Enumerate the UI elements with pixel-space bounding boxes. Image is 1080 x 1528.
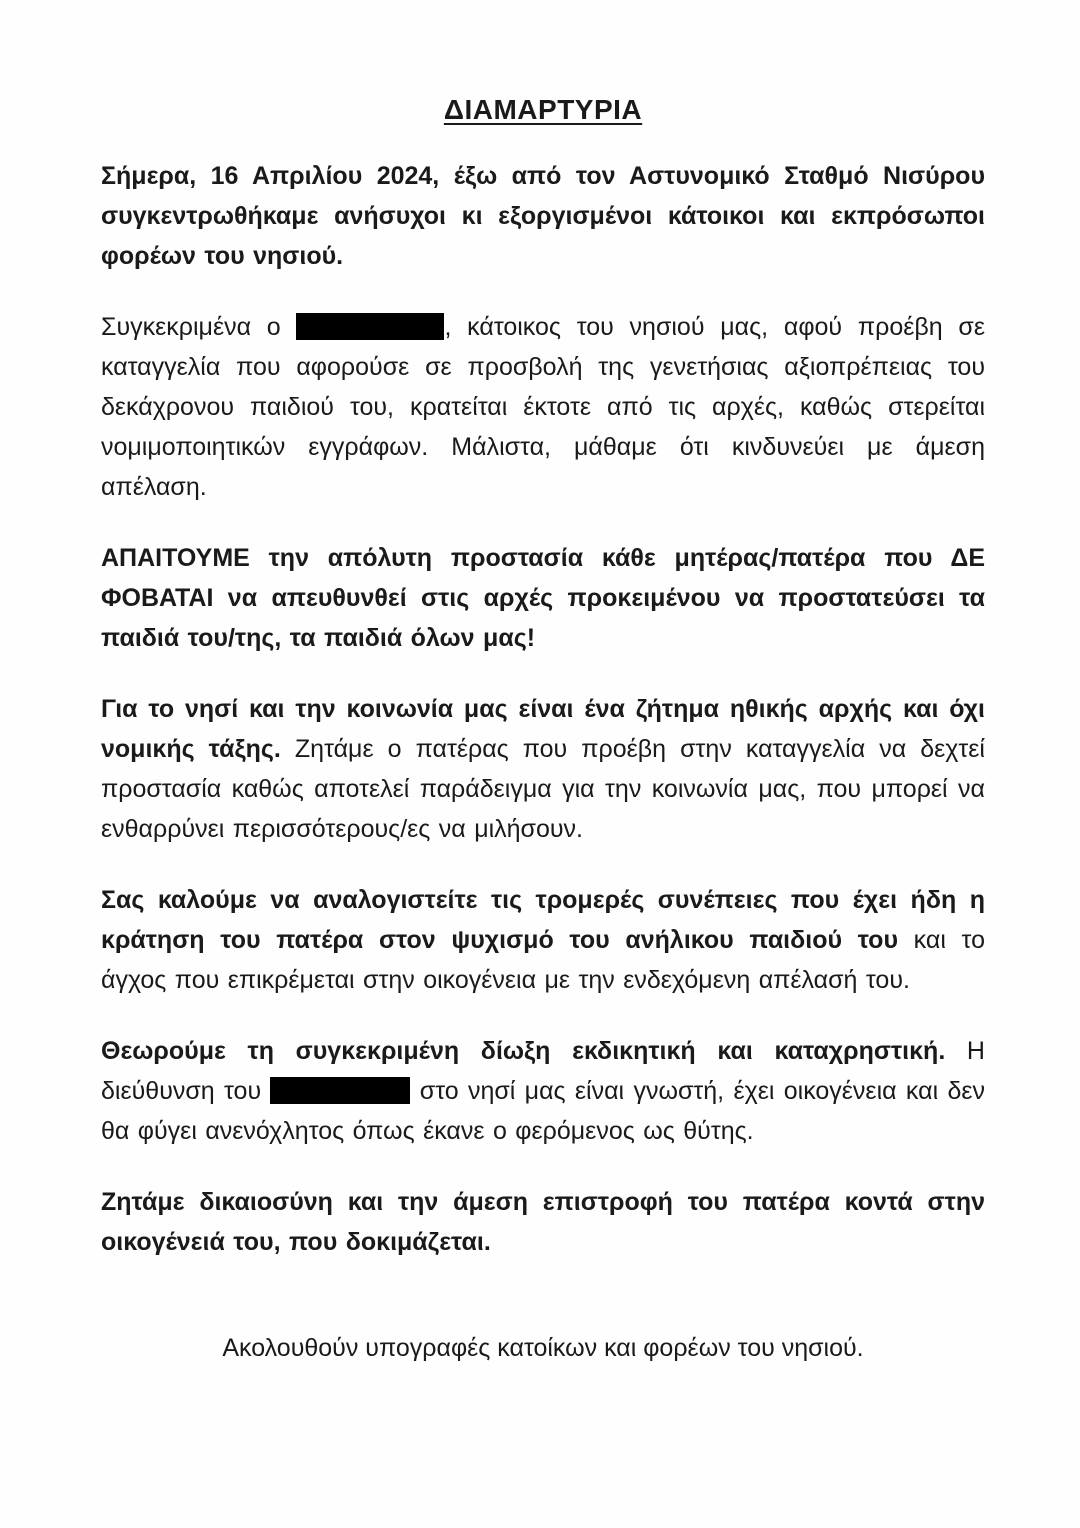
text-segment: στο νησί μας είναι γνωστή, έχει οικογένεια και δεν θα φύγει ανενόχλητος όπως έκανε ο φερόμενος ως θύτης. [101, 1077, 986, 1145]
paragraph-demand-protection [101, 538, 985, 658]
text-segment: Η διεύθυνση του [101, 1037, 985, 1105]
paragraphs [101, 156, 985, 1262]
bold-text-segment: ΑΠΑΙΤΟΥΜΕ την απόλυτη προστασία κάθε μητέρας/πατέρα που ΔΕ ΦΟΒΑΤΑΙ να απευθυνθεί στις αρχές προκειμένου να προστατεύσει τα παιδιά του/της, τα παιδιά όλων μας! [101, 544, 985, 652]
redaction-box [296, 313, 444, 340]
text-segment: Συγκεκριμένα ο [101, 313, 297, 341]
paragraph-prosecution [101, 1031, 985, 1151]
paragraph-justice [101, 1182, 985, 1262]
closing-line: Ακολουθούν υπογραφές κατοίκων και φορέων του νησιού. [222, 1334, 864, 1362]
bold-text-segment: Σήμερα, 16 Απριλίου 2024, έξω από τον Αστυνομικό Σταθμό Νισύρου συγκεντρωθήκαμε ανήσυχοι κι εξοργισμένοι κάτοικοι και εκπρόσωποι φορέων του νησιού. [101, 162, 985, 270]
paragraph-gathering [101, 156, 985, 276]
document-title: ΔΙΑΜΑΡΤΥΡΙΑ [443, 94, 643, 125]
text-segment: , κάτοικος του νησιού μας, αφού προέβη σε καταγγελία που αφορούσε σε προσβολή της γενετήσιας αξιοπρέπειας του δεκάχρονου παιδιού του, κρατείται έκτοτε από τις αρχές, καθώς στερείται νομιμοποιητικών εγγράφων. Μάλιστα, μάθαμε ότι κινδυνεύει με άμεση απέλαση. [101, 313, 985, 501]
bold-text-segment: Σας καλούμε να αναλογιστείτε τις τρομερές συνέπειες που έχει ήδη η κράτηση του πατέρα στον ψυχισμό του ανήλικου παιδιού του [101, 886, 985, 954]
paragraph-moral-issue [101, 689, 985, 849]
redaction-box [270, 1077, 410, 1104]
text-segment: και το άγχος που επικρέμεται στην οικογένεια με την ενδεχόμενη απέλασή του. [101, 926, 985, 994]
paragraph-complaint [101, 307, 985, 507]
text-segment: Ζητάμε ο πατέρας που προέβη στην καταγγελία να δεχτεί προστασία καθώς αποτελεί παράδειγμα για την κοινωνία μας, που μπορεί να ενθαρρύνει περισσότερους/ες να μιλήσουν. [101, 735, 985, 843]
bold-text-segment: Θεωρούμε τη συγκεκριμένη δίωξη εκδικητική και καταχρηστική. [101, 1037, 946, 1065]
paragraph-consequences [101, 880, 985, 1000]
bold-text-segment: Για το νησί και την κοινωνία μας είναι ένα ζήτημα ηθικής αρχής και όχι νομικής τάξης. [101, 695, 985, 763]
bold-text-segment: Ζητάμε δικαιοσύνη και την άμεση επιστροφή του πατέρα κοντά στην οικογένειά του, που δοκιμάζεται. [101, 1188, 985, 1256]
